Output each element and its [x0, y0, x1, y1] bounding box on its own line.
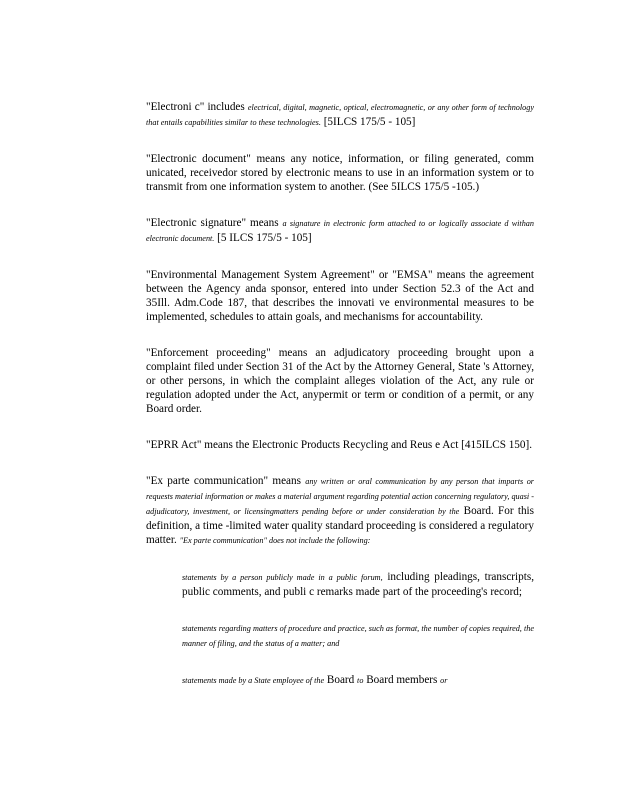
citation: [5 ILCS 175/5 - 105] — [214, 232, 312, 244]
definition-text: Board. For this definition, a time -limited water quality standard proceeding is considered a regulatory matter. — [146, 505, 535, 546]
statutory-text: statements regarding matters of procedure and practice, such as format, the number of copies required, the manner of filing, and the status of a matter; and — [182, 624, 534, 648]
statutory-text: statements made by a State employee of the — [182, 676, 325, 685]
definition-term: "Electronic signature" means — [146, 217, 283, 229]
exclusion-item — [182, 621, 534, 651]
exclusion-text: Board — [324, 674, 358, 686]
exclusion-item — [182, 570, 534, 599]
statutory-text: a signature in electronic form attached to or logically associate d withan electronic document. — [146, 219, 534, 243]
definition-electronic-signature — [146, 216, 534, 246]
definition-epрr-act — [146, 438, 534, 452]
definition-electronic-document — [146, 152, 534, 194]
definitions-column — [146, 100, 534, 710]
definition-term: "Electroni c" includes — [146, 101, 248, 113]
definition-text: "Electronic document" means any notice, information, or filing generated, comm unicated, receivedor stored by electronic means to use in an information system or to transmit from one information system to another. (See 5ILCS 175/5 -105.) — [146, 153, 534, 193]
statutory-text: statements by a person publicly made in a public forum, — [182, 573, 383, 582]
definition-text: "Enforcement proceeding" means an adjudicatory proceeding brought upon a complaint filed under Section 31 of the Act by the Attorney General, State 's Attorney, or other persons, in which the complaint alleges violation of the Act, any rule or regulation adopted under the Act, anypermit or term or condition of a permit, or any Board order. — [146, 347, 534, 415]
exclusion-item — [182, 673, 534, 688]
definition-text: "EPRR Act" means the Electronic Products Recycling and Reus e Act [415ILCS 150]. — [146, 439, 533, 451]
statutory-text: to — [357, 676, 364, 685]
citation: [5ILCS 175/5 - 105] — [320, 116, 416, 128]
statutory-text: or — [440, 676, 448, 685]
ex-parte-exclusions — [182, 570, 534, 688]
exclusion-text: Board members — [363, 674, 441, 686]
definition-ex-parte — [146, 474, 534, 548]
statutory-text: "Ex parte communication" does not include the following: — [179, 536, 371, 545]
definition-enforcement-proceeding — [146, 346, 534, 416]
definition-text: "Environmental Management System Agreement" or "EMSA" means the agreement between the Agency anda sponsor, entered into under Section 52.3 of the Act and 35Ill. Adm.Code 187, that describes the innovati ve environmental measures to be implemented, schedules to attain goals, and mechanisms for accountability. — [146, 269, 534, 323]
definition-electronic — [146, 100, 534, 130]
definition-term: "Ex parte communication" means — [146, 475, 306, 487]
exclusion-text: including pleadings, transcripts, public comments, and publi c remarks made part of the proceeding's record; — [182, 571, 534, 598]
statutory-text: electrical, digital, magnetic, optical, electromagnetic, or any other form of technology that entails capabilities similar to these technologies. — [146, 103, 534, 127]
statutory-text: any written or oral communication by any person that imparts or requests material information or makes a material argument regarding potential action concerning regulatory, quasi -adjudicatory, investment, or licensingmatters pending before or under consideration by the — [146, 477, 534, 516]
definition-emsa — [146, 268, 534, 324]
